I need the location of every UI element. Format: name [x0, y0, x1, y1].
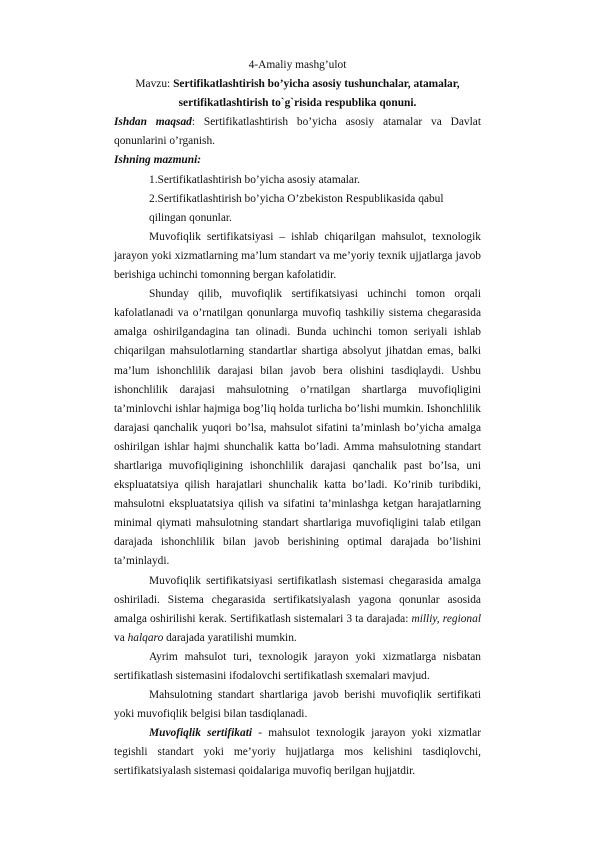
topic-title-part-2: sertifikatlashtirish to`g`risida respublika qonuni.: [178, 97, 417, 110]
goal-paragraph: [114, 113, 481, 151]
goal-text: : Sertifikatlashtirish bo’yicha asosiy atamalar va Davlat qonunlarini o’rganish.: [114, 116, 482, 148]
list-item: 2.Sertifikatlashtirish bo’yicha O’zbekiston Respublikasida qabul qilingan qonunlar.: [149, 192, 444, 224]
paragraph-6: [114, 724, 481, 781]
content-label: Ishning mazmuni:: [114, 154, 202, 167]
paragraph-3-text-b: darajada yaratilishi mumkin.: [163, 631, 297, 644]
paragraph-3-conj: va: [114, 631, 128, 644]
paragraph-4: Ayrim mahsulot turi, texnologik jarayon yoki xizmatlarga nisbatan sertifikatlash sistemasini ifodalovchi sertifikatlash sxemalari mavjud.: [114, 650, 481, 682]
paragraph-5: Mahsulotning standart shartlariga javob berishi muvofiqlik sertifikati yoki muvofiqlik belgisi bilan tasdiqlanadi.: [114, 689, 481, 721]
topic-prefix: Mavzu:: [135, 78, 174, 91]
list-item: 1.Sertifikatlashtirish bo’yicha asosiy atamalar.: [149, 173, 360, 186]
level-halqaro: halqaro: [127, 631, 164, 644]
paragraph-1: Muvofiqlik sertifikatsiyasi – ishlab chiqarilgan mahsulot, texnologik jarayon yoki xizmatlarning ma’lum standart va me’yoriy texnik ujjatlarga javob berishiga uchinchi tomonning bergan kafolatidir.: [114, 230, 481, 282]
document-page: [114, 56, 481, 782]
topic-line-1: [114, 75, 481, 94]
definition-text: - mahsulot texnologik jarayon yoki xizmatlar tegishli standart yoki me’yoriy hujjatlarga mos kelishini tasdiqlovchi, sertifikatsiyalash sistemasi qoidalariga muvofiq berilgan hujjatdir.: [114, 727, 482, 778]
paragraph-3: [114, 572, 481, 648]
topic-title-part-1: Sertifikatlashtirish bo’yicha asosiy tushunchalar, atamalar,: [173, 78, 460, 91]
goal-label: Ishdan maqsad: [114, 116, 192, 129]
definition-term: Muvofiqlik sertifikati: [149, 727, 253, 740]
paragraph-2: Shunday qilib, muvofiqlik sertifikatsiyasi uchinchi tomon orqali kafolatlanadi va o’rnatilgan qonunlarga muvofiq tashkiliy sistema chegarasida amalga oshirilgandagina tan olinadi. Bunda uchinchi tomon seriyali ishlab chiqarilgan mahsulotlarning standartlar shartiga absolyut jihatdan emas, balki ma’lum ishonchlilik darajasi bilan javob bera olishini tasdiqlaydi. Ushbu ishonchlilik darajasi mahsulotning o’rnatilgan shartlarga muvofiqligini ta’minlovchi ishlar hajmiga bog’liq holda turlicha bo’lishi mumkin. Ishonchlilik darajasi qanchalik yuqori bo’lsa, mahsulot sifatini ta’minlash bo’yicha amalga oshirilgan ishlar hajmi shunchalik katta bo’ladi. Amma mahsulotning standart shartlariga muvofiqligining ishonchlilik darajasi qanchalik past bo’lsa, uni ekspluatatsiya qilish harajatlari shunchalik katta bo’ladi. Ko’rinib turibdiki, mahsulotni ekspluatatsiya qilish va sifatini ta’minlashga ketgan harajatlarning minimal qiymati mahsulotning standart shartlariga muvofiqligini talab etilgan darajada ishonchlilik bilan javob berishining optimal darajada bo’lishini ta’minlaydi.: [114, 288, 481, 568]
level-milliy-regional: milliy, regional: [411, 612, 481, 625]
paragraph-3-text-a: Muvofiqlik sertifikatsiyasi sertifikatlash sistemasi chegarasida amalga oshiriladi. Sistema chegarasida sertifikatsiyalash yagona qonunlar asosida amalga oshirilishi kerak. Sertifikatlash sistemalari 3 ta darajada:: [114, 574, 481, 625]
lesson-heading: 4-Amaliy mashg’ulot: [248, 59, 347, 71]
